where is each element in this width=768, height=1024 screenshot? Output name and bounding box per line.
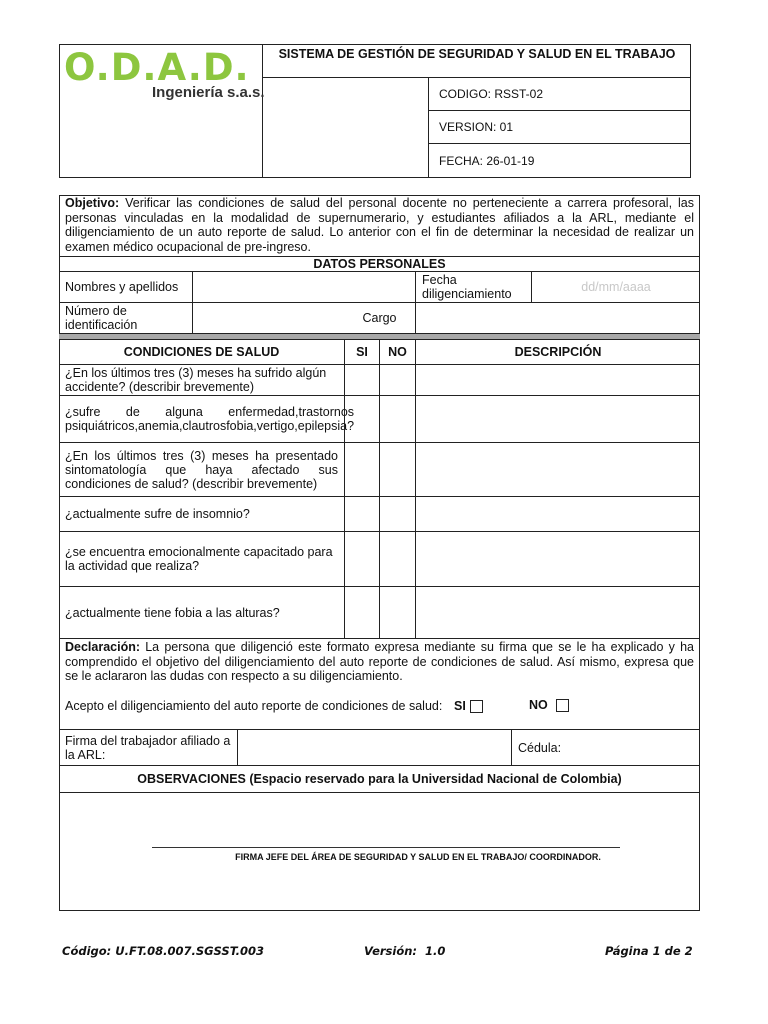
description-cell[interactable]: [415, 396, 699, 442]
accept-no-label: NO: [529, 698, 548, 712]
yes-answer-cell[interactable]: [344, 532, 379, 586]
question-row: [59, 496, 700, 531]
acceptance-text: Acepto el diligenciamiento del auto reporte de condiciones de salud:: [65, 699, 443, 713]
id-number-label: Número de identificación: [65, 304, 138, 332]
footer-page: Página 1 de 2: [605, 944, 693, 958]
footer-code: Código: U.FT.08.007.SGSST.003: [62, 944, 264, 958]
no-answer-cell[interactable]: [379, 587, 415, 638]
declaration-paragraph: [65, 640, 694, 684]
question-text: ¿En los últimos tres (3) meses ha presentado sintomatología que haya afectado sus condiciones de salud? (describir brevemente): [65, 448, 338, 491]
names-label: Nombres y apellidos: [65, 280, 179, 294]
no-answer-cell[interactable]: [379, 443, 415, 496]
footer-version-label: Versión:: [364, 944, 418, 958]
id-card-label: Cédula:: [511, 730, 700, 765]
description-column-header: DESCRIPCIÓN: [415, 340, 700, 364]
yes-answer-cell[interactable]: [344, 443, 379, 496]
description-cell[interactable]: [415, 587, 699, 638]
yes-answer-cell[interactable]: [344, 365, 379, 395]
doc-version: VERSION: 01: [439, 120, 514, 134]
worker-signature-label: Firma del trabajador afiliado a la ARL:: [65, 733, 231, 762]
names-field[interactable]: [192, 272, 415, 302]
question-text: ¿sufre de alguna enfermedad,trastornos psiquiátricos,anemia,clautrosfobia,vertigo,epilepsia?: [65, 405, 355, 433]
declaration-text: La persona que diligenció este formato expresa mediante su firma que se le ha explicado y ha comprendido el objetivo del diligenciamiento del auto reporte de condiciones de salud. Así mismo, expresa que se le aclararon las dudas con respecto a su diligenciamiento.: [65, 640, 694, 683]
objective-text: Verificar las condiciones de salud del personal docente no perteneciente a carrera profesoral, las personas vinculadas en la modalidad de supernumerario, y estudiantes afiliados a la ARL, mediante el diligenciamiento de un auto reporte de salud. Lo anterior con el fin de determinar la necesidad de realizar un examen médico ocupacional de pre-ingreso.: [65, 196, 694, 254]
question-row: [59, 531, 700, 586]
no-column-header: NO: [379, 340, 415, 364]
system-title: SISTEMA DE GESTIÓN DE SEGURIDAD Y SALUD EN EL TRABAJO: [278, 47, 676, 61]
accept-yes-checkbox[interactable]: [470, 700, 483, 713]
signature-line: [152, 847, 620, 848]
no-answer-cell[interactable]: [379, 497, 415, 531]
question-row: [59, 395, 700, 442]
yes-answer-cell[interactable]: [344, 587, 379, 638]
company-logo-subtitle: Ingeniería s.a.s.: [152, 84, 265, 101]
description-cell[interactable]: [415, 497, 699, 531]
fill-date-label: Fecha diligenciamiento: [415, 272, 531, 302]
description-cell[interactable]: [415, 443, 699, 496]
no-answer-cell[interactable]: [379, 396, 415, 442]
fill-date-field[interactable]: dd/mm/aaaa: [531, 272, 700, 302]
footer-version-value: 1.0: [425, 944, 446, 958]
description-cell[interactable]: [415, 365, 699, 395]
no-answer-cell[interactable]: [379, 365, 415, 395]
accept-yes-option[interactable]: [454, 699, 483, 714]
personal-data-title: DATOS PERSONALES: [313, 256, 446, 271]
yes-answer-cell[interactable]: [344, 497, 379, 531]
objective-label: Objetivo:: [65, 196, 120, 210]
question-row: [59, 364, 700, 395]
section-separator: [59, 333, 700, 340]
declaration-label: Declaración:: [65, 640, 141, 654]
question-text: ¿se encuentra emocionalmente capacitado para la actividad que realiza?: [65, 545, 333, 573]
question-row: [59, 442, 700, 496]
yes-column-header: SI: [344, 340, 379, 364]
health-conditions-header: CONDICIONES DE SALUD: [123, 345, 280, 359]
worker-signature-field[interactable]: [237, 730, 511, 765]
accept-no-option[interactable]: [529, 698, 569, 713]
accept-yes-label: SI: [454, 699, 466, 713]
accept-no-checkbox[interactable]: [556, 699, 569, 712]
doc-date: FECHA: 26-01-19: [439, 154, 535, 168]
position-label: Cargo: [362, 311, 397, 325]
id-number-field[interactable]: [192, 303, 344, 333]
observations-title: OBSERVACIONES (Espacio reservado para la Universidad Nacional de Colombia): [137, 772, 622, 786]
header-divider-v: [262, 44, 263, 178]
question-text: ¿actualmente tiene fobia a las alturas?: [65, 605, 280, 620]
head-signature-caption: FIRMA JEFE DEL ÁREA DE SEGURIDAD Y SALUD EN EL TRABAJO/ COORDINADOR.: [235, 852, 601, 862]
no-answer-cell[interactable]: [379, 532, 415, 586]
question-text: ¿actualmente sufre de insomnio?: [65, 507, 250, 521]
doc-code: CODIGO: RSST-02: [439, 87, 544, 101]
objective-paragraph: [65, 196, 694, 254]
company-logo: O.D.A.D.: [64, 46, 250, 89]
description-cell[interactable]: [415, 532, 699, 586]
position-field[interactable]: [415, 303, 700, 333]
question-row: [59, 586, 700, 639]
acceptance-line: [65, 699, 694, 714]
yes-answer-cell[interactable]: [344, 396, 379, 442]
question-text: ¿En los últimos tres (3) meses ha sufrido algún accidente? (describir brevemente): [65, 366, 327, 394]
